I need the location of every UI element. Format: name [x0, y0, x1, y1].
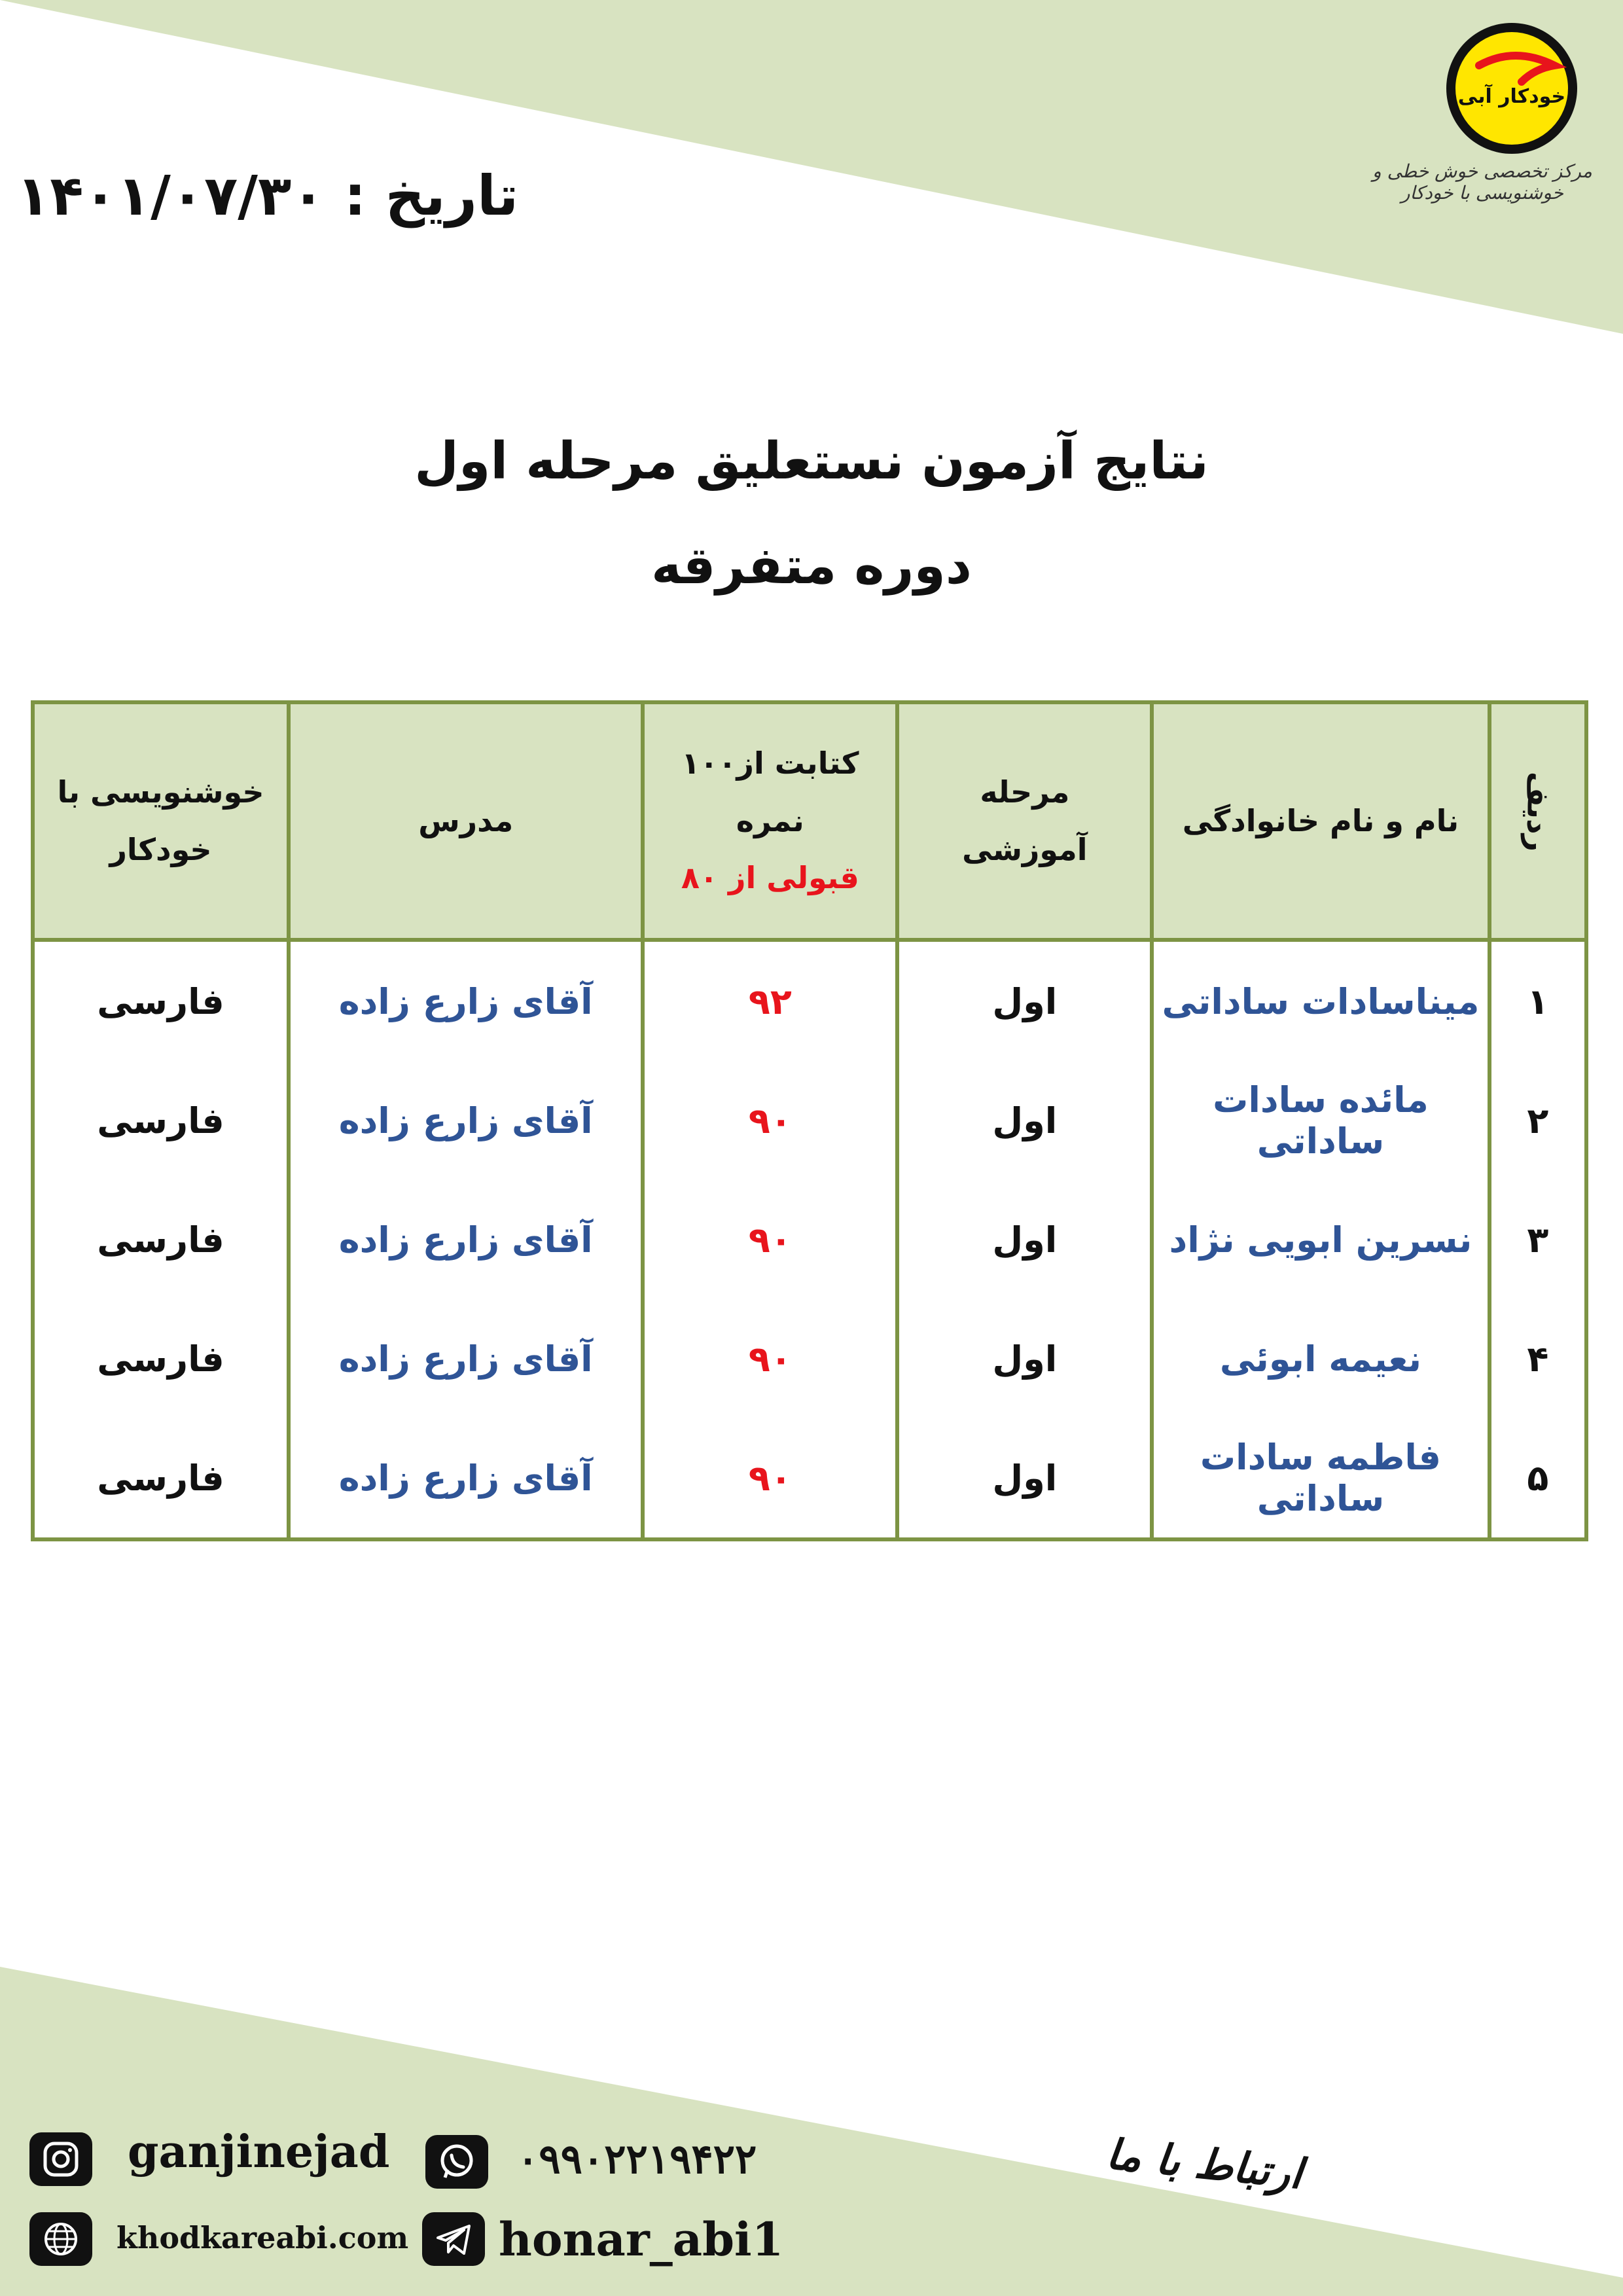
score: ۹۰: [643, 1418, 897, 1539]
teacher: آقای زارع زاده: [289, 940, 643, 1061]
header-stage: مرحله آموزشی: [897, 702, 1152, 940]
header-teacher: مدرس: [289, 702, 643, 940]
stage: اول: [897, 1180, 1152, 1299]
table-row: [33, 1061, 1586, 1180]
stage: اول: [897, 1299, 1152, 1418]
score: ۹۰: [643, 1299, 897, 1418]
website-link[interactable]: khodkareabi.com: [116, 2220, 409, 2255]
logo-text: خودکار آبی: [1457, 85, 1566, 108]
page-subtitle: دوره متفرقه: [651, 537, 972, 596]
stage: اول: [897, 940, 1152, 1061]
telegram-icon[interactable]: [422, 2212, 485, 2266]
logo: [1443, 20, 1580, 157]
row-number: ۴: [1489, 1299, 1586, 1418]
date-label: تاریخ : ۱۴۰۱/۰۷/۳۰: [16, 164, 519, 228]
teacher: آقای زارع زاده: [289, 1418, 643, 1539]
table-row: [33, 940, 1586, 1061]
stage: اول: [897, 1418, 1152, 1539]
stage: اول: [897, 1061, 1152, 1180]
teacher: آقای زارع زاده: [289, 1061, 643, 1180]
instagram-icon[interactable]: [29, 2132, 92, 2186]
score: ۹۰: [643, 1061, 897, 1180]
course: فارسی: [33, 1418, 289, 1539]
student-name: نسرین ابویی نژاد: [1152, 1180, 1489, 1299]
student-name: فاطمه سادات ساداتی: [1152, 1418, 1489, 1539]
table-row: [33, 1299, 1586, 1418]
results-table: [31, 700, 1588, 1541]
row-number: ۲: [1489, 1061, 1586, 1180]
table-header-row: [33, 702, 1586, 940]
teacher: آقای زارع زاده: [289, 1299, 643, 1418]
student-name: میناسادات ساداتی: [1152, 940, 1489, 1061]
score: ۹۰: [643, 1180, 897, 1299]
header-row-number: ردیف: [1489, 702, 1586, 940]
header-course: خوشنویسی با خودکار: [33, 702, 289, 940]
phone-number[interactable]: ۰۹۹۰۲۲۱۹۴۲۲: [517, 2135, 757, 2183]
header-name: نام و نام خانوادگی: [1152, 702, 1489, 940]
globe-icon[interactable]: [29, 2212, 92, 2266]
course: فارسی: [33, 1180, 289, 1299]
table-row: [33, 1418, 1586, 1539]
page-title: نتایج آزمون نستعلیق مرحله اول: [414, 432, 1209, 491]
contact-title: ارتباط با ما: [1103, 2130, 1305, 2199]
teacher: آقای زارع زاده: [289, 1180, 643, 1299]
telegram-handle[interactable]: honar_abi1: [499, 2212, 784, 2267]
student-name: مائده سادات ساداتی: [1152, 1061, 1489, 1180]
row-number: ۱: [1489, 940, 1586, 1061]
table-row: [33, 1180, 1586, 1299]
score: ۹۲: [643, 940, 897, 1061]
instagram-handle[interactable]: ganjinejad: [128, 2126, 390, 2178]
row-number: ۵: [1489, 1418, 1586, 1539]
whatsapp-icon[interactable]: [425, 2135, 488, 2189]
header-score: کتابت از۱۰۰ نمره قبولی از ۸۰: [643, 702, 897, 940]
course: فارسی: [33, 940, 289, 1061]
course: فارسی: [33, 1061, 289, 1180]
logo-caption: مرکز تخصصی خوش خطی و خوشنویسی با خودکار: [1372, 160, 1592, 204]
row-number: ۳: [1489, 1180, 1586, 1299]
course: فارسی: [33, 1299, 289, 1418]
student-name: نعیمه ابوئی: [1152, 1299, 1489, 1418]
